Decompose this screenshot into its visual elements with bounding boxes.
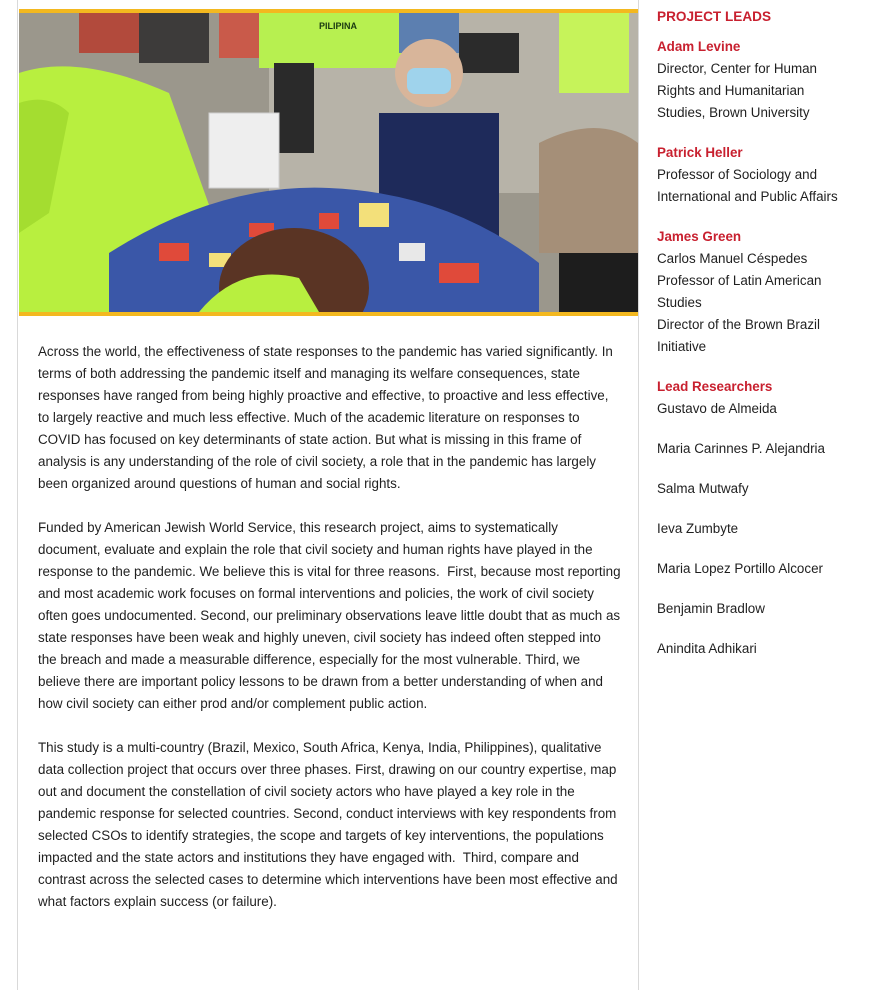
- lead-patrick-heller: [657, 142, 867, 208]
- lead-title-line: Studies: [657, 295, 702, 310]
- lead-title-line: Professor of Sociology and: [657, 167, 818, 182]
- project-leads-heading: PROJECT LEADS: [657, 9, 772, 24]
- lead-name: Adam Levine: [657, 39, 741, 54]
- researcher-name: Salma Mutwafy: [657, 481, 749, 496]
- lead-title-line: Director of the Brown Brazil: [657, 317, 820, 332]
- lead-name: Patrick Heller: [657, 145, 743, 160]
- svg-text:PILIPINA: PILIPINA: [319, 21, 358, 31]
- article-body: [38, 341, 623, 935]
- article-paragraph-1: Across the world, the effectiveness of state responses to the pandemic has varied significantly. In terms of both addressing the pandemic itself and managing its welfare consequences, state responses have ranged from being highly proactive and effective, to proactive and less effective, to largely reactive and much less effective. Much of the academic literature on responses to COVID has focused on key determinants of state action. But what is missing in this frame of analysis is any understanding of the role of civil society, a role that in the pandemic has largely been organized around questions of human and social rights.: [38, 344, 617, 491]
- researcher-name: Ieva Zumbyte: [657, 521, 739, 536]
- researcher-name: Maria Lopez Portillo Alcocer: [657, 561, 823, 576]
- lead-james-green: [657, 226, 867, 358]
- article-paragraph-3: This study is a multi-country (Brazil, Mexico, South Africa, Kenya, India, Philippines), qualitative data collection project that occurs over three phases. First, drawing on our country expertise, map out and document the constellation of civil society actors who have played a key role in the pandemic response for selected countries. Second, conduct interviews with key respondents from selected CSOs to identify strategies, the scope and targets of key interventions, the populations impacted and the state actors and institutions they have engaged with. Third, compare and contrast across the selected cases to determine which interventions have been most effective and what factors explain success (or failure).: [38, 740, 622, 909]
- lead-researchers-heading: Lead Researchers: [657, 379, 773, 394]
- lead-title-line: Carlos Manuel Céspedes: [657, 251, 808, 266]
- hero-image: [19, 9, 638, 316]
- lead-title-line: Director, Center for Human: [657, 61, 818, 76]
- lead-title-line: Professor of Latin American: [657, 273, 822, 288]
- lead-name: James Green: [657, 229, 742, 244]
- main-content-card: [17, 0, 639, 990]
- lead-title-line: Studies, Brown University: [657, 105, 810, 120]
- researcher-name: Gustavo de Almeida: [657, 401, 777, 416]
- researcher-name: Anindita Adhikari: [657, 641, 757, 656]
- researcher-name: Maria Carinnes P. Alejandria: [657, 441, 825, 456]
- researcher-name: Benjamin Bradlow: [657, 601, 765, 616]
- lead-title-line: Initiative: [657, 339, 707, 354]
- lead-adam-levine: [657, 36, 867, 124]
- project-leads-sidebar: [657, 6, 867, 678]
- lead-title-line: Rights and Humanitarian: [657, 83, 805, 98]
- hero-photo-illustration: [19, 13, 638, 312]
- lead-title-line: International and Public Affairs: [657, 189, 838, 204]
- article-paragraph-2: Funded by American Jewish World Service, this research project, aims to systematically document, evaluate and explain the role that civil society and human rights have played in the response to the pandemic. We believe this is vital for three reasons. First, because most reporting and most academic work focuses on formal interventions and policies, the work of civil society often goes undocumented. Second, our preliminary observations leave little doubt that as much as state responses have been weak and highly uneven, civil society has indeed often stepped into the breach and made a measurable difference, especially for the most vulnerable. Third, we believe there are important policy lessons to be drawn from a better understanding of when and how civil society can either prod and/or complement public action.: [38, 520, 625, 711]
